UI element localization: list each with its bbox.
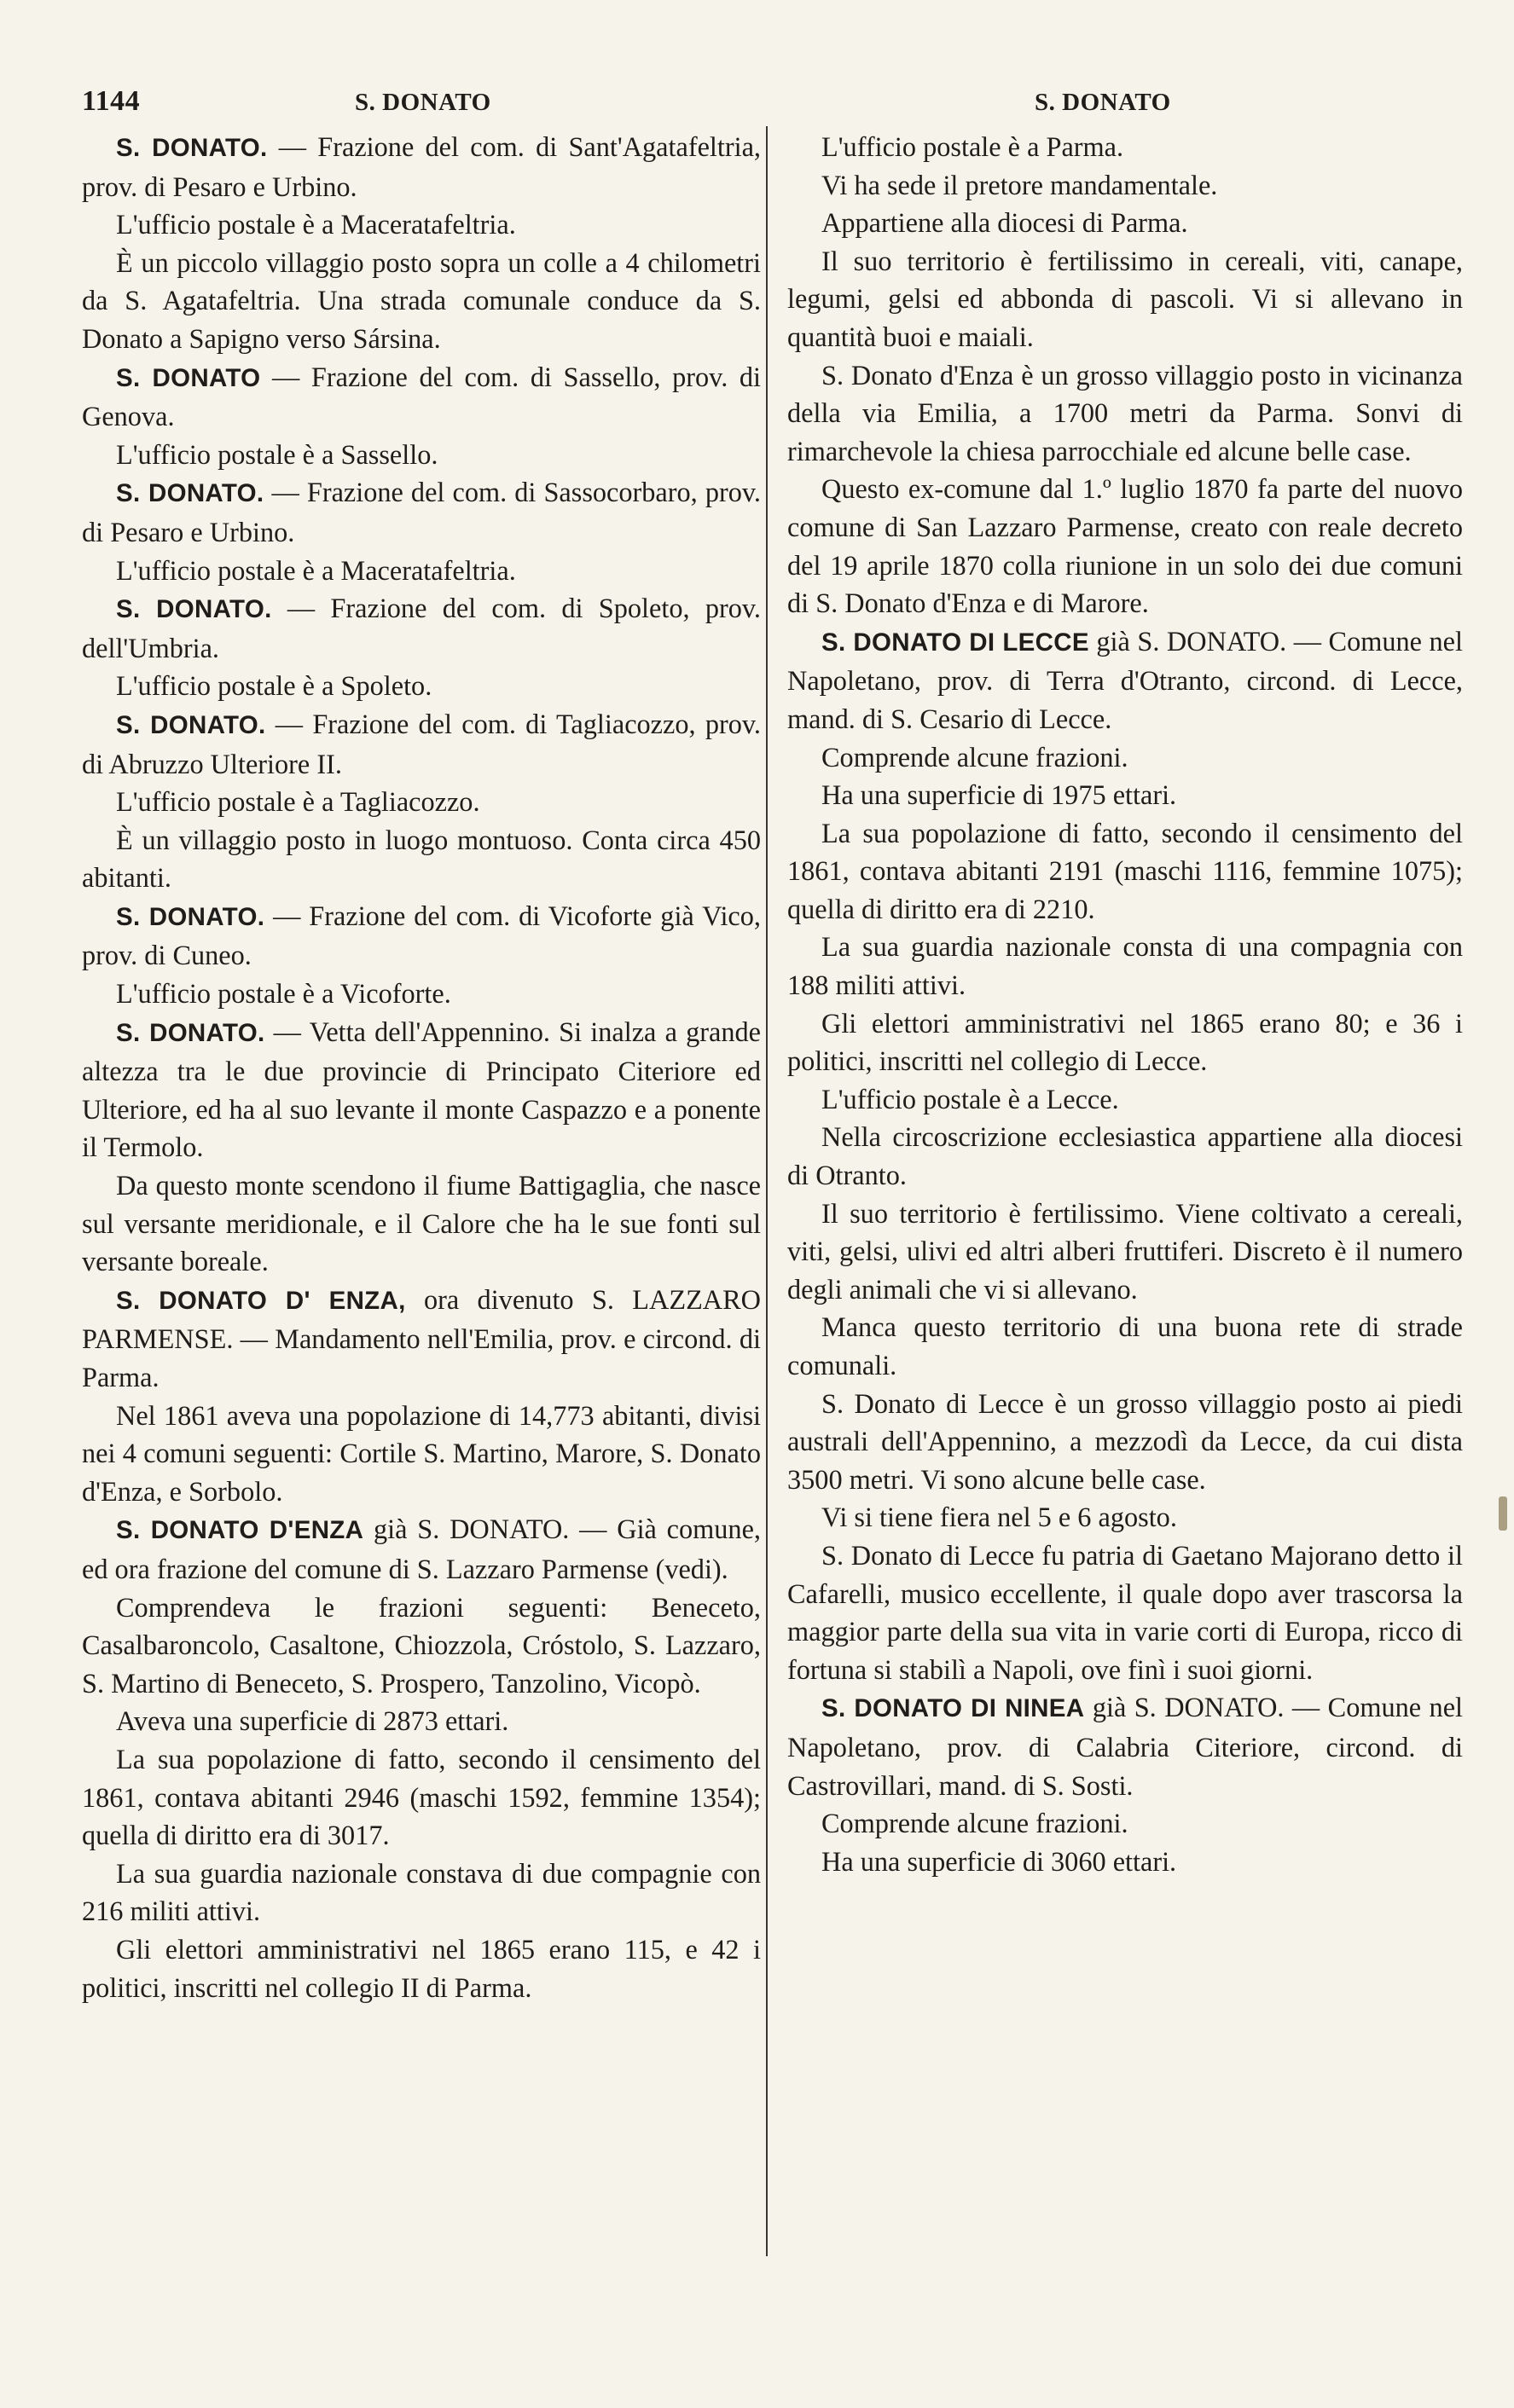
body-paragraph [787,204,1463,242]
entry-text: Ha una superficie di 1975 ettari. [821,779,1177,811]
entry-text: — Frazione del com. di Tagliacozzo, prov. di Abruzzo Ulteriore II. [82,708,761,779]
entry-headword: S. DONATO. [116,1018,265,1047]
body-paragraph [787,1537,1463,1688]
entry-text: Aveva una superficie di 2873 ettari. [116,1705,509,1737]
entry-text: — Frazione del com. di Sassello, prov. di Genova. [82,361,761,432]
entry-text: L'ufficio postale è a Tagliacozzo. [116,786,480,818]
entry-text: L'ufficio postale è a Spoleto. [116,670,432,702]
entry-text: — Vetta dell'Appennino. Si inalza a grande altezza tra le due provincie di Principato Citeriore ed Ulteriore, ed ha al suo levante il monte Caspazzo e a ponente il Termolo. [82,1016,761,1163]
entry-text: Vi ha sede il pretore mandamentale. [821,169,1218,200]
entry-text: Nel 1861 aveva una popolazione di 14,773 abitanti, divisi nei 4 comuni seguenti: Cortile S. Martino, Marore, S. Donato d'Enza, e Sorbolo. [82,1399,761,1507]
entry-text: S. Donato di Lecce fu patria di Gaetano Majorano detto il Cafarelli, musico eccellente, il quale dopo aver trascorsa la maggior parte della sua vita in varie corti di Europa, ricco di fortuna si stabilì a Napoli, ove finì i suoi giorni. [787,1539,1463,1685]
entry-text: ora divenuto S. LAZZARO PARMENSE. — Mandamento nell'Emilia, prov. e circond. di Parma. [82,1283,762,1392]
body-paragraph [82,436,761,474]
entry-text: Gli elettori amministrativi nel 1865 erano 80; e 36 i politici, inscritti nel collegio di Lecce. [787,1007,1463,1077]
entry-text: Il suo territorio è fertilissimo in cereali, viti, canape, legumi, gelsi ed abbonda di pascoli. Vi si allevano in quantità buoi e maiali. [787,245,1463,352]
entry-headword: S. DONATO. [116,710,266,739]
entry-paragraph [82,1281,761,1397]
entry-text: — Frazione del com. di Sant'Agatafeltria, prov. di Pesaro e Urbino. [82,131,761,202]
entry-text: L'ufficio postale è a Vicoforte. [116,978,451,1010]
page-number: 1144 [82,85,141,117]
entry-paragraph [82,1510,761,1588]
body-paragraph [787,1195,1463,1309]
body-paragraph [82,1702,761,1740]
entry-text: già S. DONATO. — Già comune, ed ora frazione del comune di S. Lazzaro Parmense (vedi). [82,1514,761,1584]
body-paragraph [787,1843,1463,1881]
entry-text: L'ufficio postale è a Maceratafeltria. [116,209,516,240]
entry-text: L'ufficio postale è a Sassello. [116,438,438,470]
body-paragraph [82,1166,761,1281]
entry-text: S. Donato d'Enza è un grosso villaggio posto in vicinanza della via Emilia, a 1700 metri da Parma. Sonvi di rimarchevole la chiesa parrocchiale ed alcune belle case. [787,359,1463,466]
body-paragraph [787,356,1463,471]
entry-text: Ha una superficie di 3060 ettari. [821,1845,1177,1877]
entry-paragraph [787,1688,1463,1804]
body-paragraph [82,1930,761,2006]
column-divider [766,126,768,2256]
entry-text: Manca questo territorio di una buona rete di strade comunali. [787,1311,1463,1381]
entry-paragraph [82,128,761,205]
left-column [82,128,761,2006]
entry-text: già S. DONATO. — Comune nel Napoletano, prov. di Calabria Citeriore, circond. di Castrovillari, mand. di S. Sosti. [787,1692,1463,1801]
entry-text: Nella circoscrizione ecclesiastica appartiene alla diocesi di Otranto. [787,1121,1463,1191]
entry-paragraph [82,473,761,551]
entry-text: S. Donato di Lecce è un grosso villaggio posto ai piedi australi dell'Appennino, a mezzodì da Lecce, da cui dista 3500 metri. Vi sono alcune belle case. [787,1387,1463,1495]
body-paragraph [787,928,1463,1004]
entry-text: Vi si tiene fiera nel 5 e 6 agosto. [821,1502,1177,1533]
body-paragraph [82,552,761,590]
entry-text: — Frazione del com. di Vicoforte già Vico, prov. di Cuneo. [82,900,761,971]
body-paragraph [787,242,1463,356]
entry-paragraph [82,358,761,436]
entry-text: La sua guardia nazionale constava di due compagnie con 216 militi attivi. [82,1857,761,1927]
body-paragraph [787,1080,1463,1119]
body-paragraph [787,1004,1463,1080]
body-paragraph [82,1397,761,1511]
entry-headword: S. DONATO DI NINEA [821,1694,1085,1723]
entry-text: Questo ex-comune dal 1.º luglio 1870 fa parte del nuovo comune di San Lazzaro Parmense, creato con reale decreto del 19 aprile 1870 colla riunione in un solo dei due comuni di S. Donato d'Enza e di Marore. [787,473,1463,619]
body-paragraph [787,1498,1463,1537]
entry-text: già S. DONATO. — Comune nel Napoletano, prov. di Terra d'Otranto, circond. di Lecce, mand. di S. Cesario di Lecce. [787,625,1463,734]
entry-text: La sua popolazione di fatto, secondo il censimento del 1861, contava abitanti 2946 (maschi 1592, femmine 1354); quella di diritto era di 3017. [82,1743,761,1851]
body-paragraph [787,738,1463,777]
entry-headword: S. DONATO. [116,479,264,508]
entry-headword: S. DONATO. [116,902,265,931]
entry-headword: S. DONATO. [116,595,272,624]
margin-mark [1499,1496,1507,1531]
body-paragraph [787,166,1463,205]
body-paragraph [787,470,1463,622]
entry-headword: S. DONATO. [116,134,268,162]
entry-text: — Frazione del com. di Spoleto, prov. dell'Umbria. [82,593,761,663]
right-running-title: S. DONATO [1035,89,1171,116]
entry-text: La sua popolazione di fatto, secondo il censimento del 1861, contava abitanti 2191 (maschi 1116, femmine 1075); quella di diritto era di 2210. [787,817,1463,924]
entry-text: L'ufficio postale è a Lecce. [821,1083,1119,1114]
body-paragraph [82,1740,761,1855]
body-paragraph [787,1385,1463,1499]
entry-text: — Frazione del com. di Sassocorbaro, prov. di Pesaro e Urbino. [82,477,761,547]
entry-text: L'ufficio postale è a Maceratafeltria. [116,554,516,586]
body-paragraph [787,1804,1463,1843]
entry-text: Comprende alcune frazioni. [821,741,1128,773]
body-paragraph [787,128,1463,166]
body-paragraph [82,975,761,1013]
entry-text: Da questo monte scendono il fiume Battigaglia, che nasce sul versante meridionale, e il Calore che ha le sue fonti sul versante boreale. [82,1170,761,1277]
body-paragraph [82,205,761,244]
entry-text: Gli elettori amministrativi nel 1865 erano 115, e 42 i politici, inscritti nel collegio II di Parma. [82,1933,761,2003]
body-paragraph [787,1118,1463,1194]
body-paragraph [82,1855,761,1930]
body-paragraph [82,244,761,358]
entry-headword: S. DONATO D'ENZA [116,1516,364,1545]
entry-paragraph [82,589,761,667]
body-paragraph [82,1589,761,1703]
entry-headword: S. DONATO [116,363,261,392]
body-paragraph [787,776,1463,814]
entry-text: Comprende alcune frazioni. [821,1808,1128,1839]
entry-text: Appartiene alla diocesi di Parma. [821,207,1188,239]
entry-paragraph [82,897,761,975]
entry-paragraph [787,622,1463,738]
right-column [787,128,1463,1880]
entry-text: Il suo territorio è fertilissimo. Viene coltivato a cereali, viti, gelsi, ulivi ed altri alberi fruttiferi. Discreto è il numero degli animali che vi si allevano. [787,1197,1463,1305]
entry-text: L'ufficio postale è a Parma. [821,131,1124,162]
body-paragraph [787,814,1463,929]
entry-paragraph [82,705,761,783]
entry-text: Comprendeva le frazioni seguenti: Beneceto, Casalbaroncolo, Casaltone, Chiozzola, Cróstolo, S. Lazzaro, S. Martino di Beneceto, S. Prospero, Tanzolino, Vicopò. [82,1591,761,1699]
entry-headword: S. DONATO D' ENZA, [116,1286,406,1315]
left-running-title: S. DONATO [355,89,491,116]
entry-paragraph [82,1013,761,1166]
entry-headword: S. DONATO DI LECCE [821,628,1089,657]
entry-text: È un villaggio posto in luogo montuoso. Conta circa 450 abitanti. [82,824,761,894]
entry-text: La sua guardia nazionale consta di una compagnia con 188 militi attivi. [787,931,1463,1001]
body-paragraph [787,1308,1463,1384]
body-paragraph [82,821,761,897]
entry-text: È un piccolo villaggio posto sopra un colle a 4 chilometri da S. Agatafeltria. Una strada comunale conduce da S. Donato a Sapigno verso Sársina. [82,246,761,354]
body-paragraph [82,783,761,821]
body-paragraph [82,667,761,705]
